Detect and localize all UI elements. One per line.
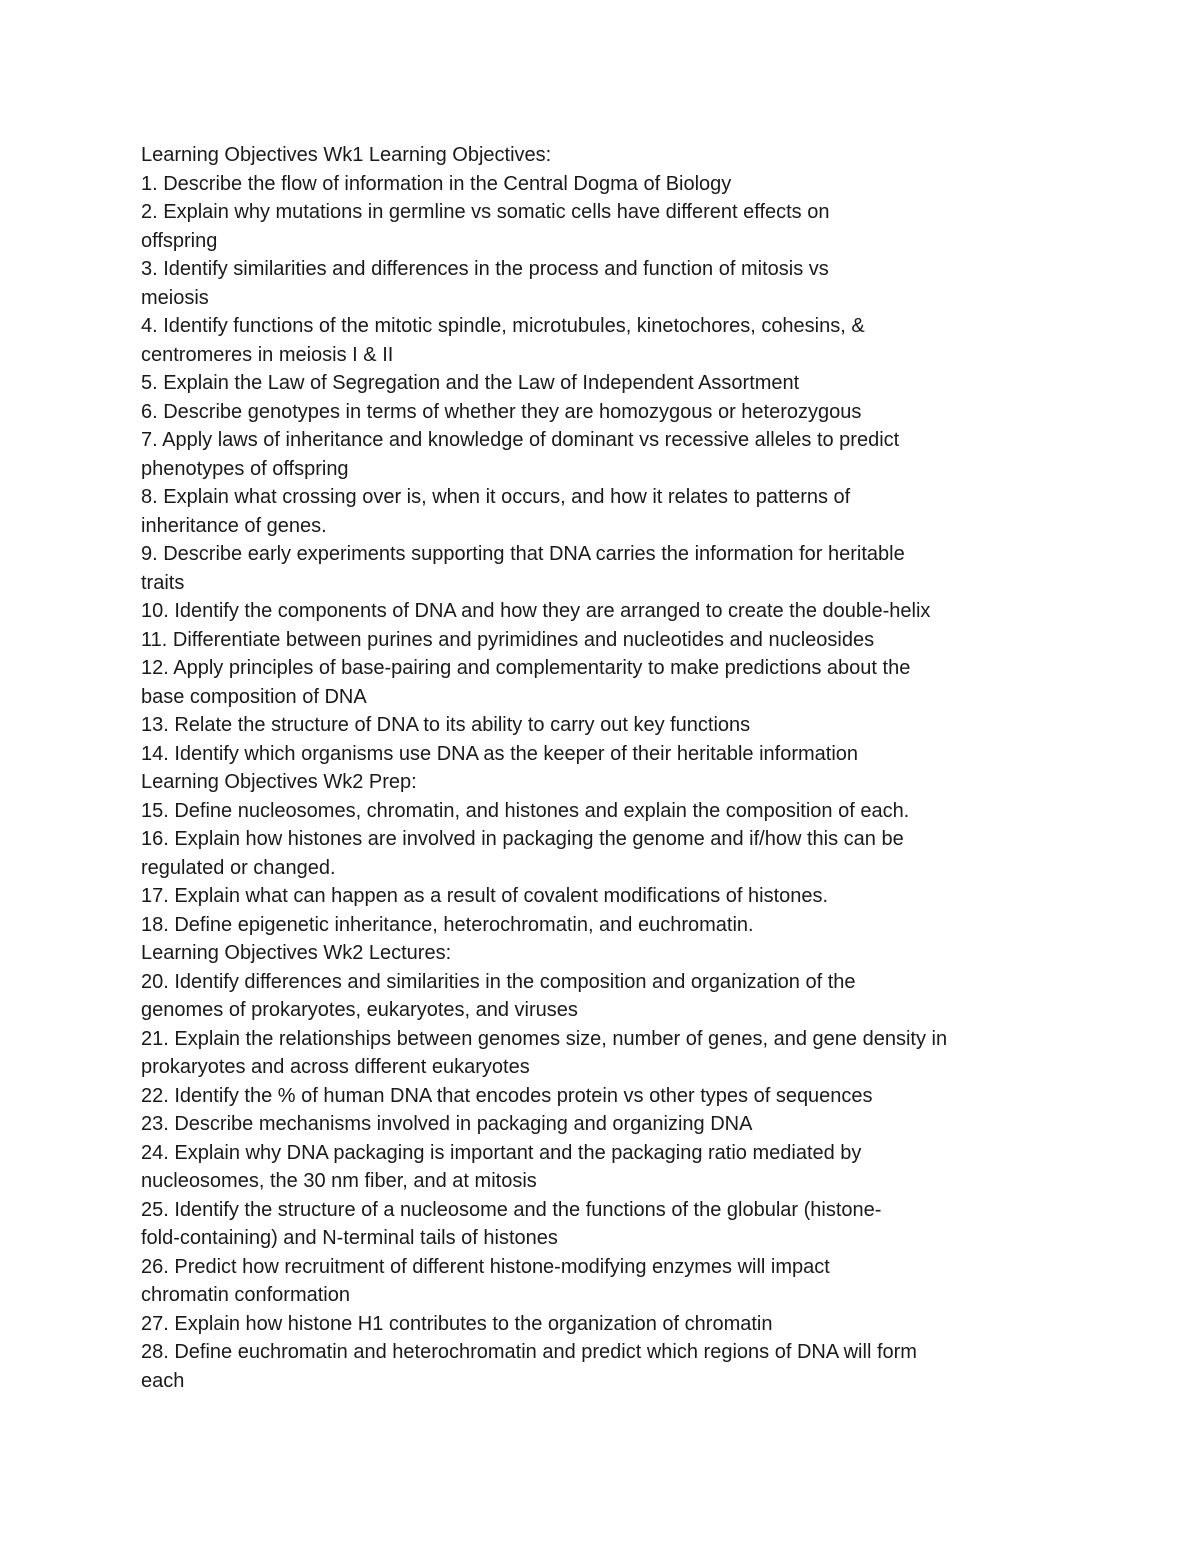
objective-line: base composition of DNA — [141, 685, 367, 708]
objective-line: 27. Explain how histone H1 contributes to the organization of chromatin — [141, 1312, 773, 1335]
objective-line: 21. Explain the relationships between genomes size, number of genes, and gene density in — [141, 1027, 948, 1050]
objective-line: 13. Relate the structure of DNA to its ability to carry out key functions — [141, 714, 751, 736]
section-heading-wk2-prep: Learning Objectives Wk2 Prep: — [141, 771, 417, 793]
objective-line: 25. Identify the structure of a nucleosome and the functions of the globular (histone- — [141, 1198, 882, 1221]
objective-line: traits — [141, 571, 185, 594]
objective-line: regulated or changed. — [141, 856, 336, 879]
objective-line: fold-containing) and N-terminal tails of histones — [141, 1227, 558, 1249]
objective-line: 18. Define epigenetic inheritance, heterochromatin, and euchromatin. — [141, 913, 754, 936]
objective-line: 17. Explain what can happen as a result of covalent modifications of histones. — [141, 885, 829, 907]
objective-line: 1. Describe the flow of information in the Central Dogma of Biology — [141, 172, 732, 195]
objective-line: offspring — [141, 229, 218, 252]
objective-line: inheritance of genes. — [141, 514, 327, 537]
objective-line: 16. Explain how histones are involved in packaging the genome and if/how this can be — [141, 828, 904, 850]
objective-line: 28. Define euchromatin and heterochromatin and predict which regions of DNA will form — [141, 1341, 917, 1363]
objective-line: 15. Define nucleosomes, chromatin, and histones and explain the composition of each. — [141, 799, 910, 822]
objective-line: 11. Differentiate between purines and pyrimidines and nucleotides and nucleosides — [141, 628, 875, 651]
objective-line: 3. Identify similarities and differences in the process and function of mitosis vs — [141, 258, 829, 280]
objective-line: 7. Apply laws of inheritance and knowledge of dominant vs recessive alleles to predict — [141, 429, 900, 451]
section-heading-wk2-lectures: Learning Objectives Wk2 Lectures: — [141, 942, 452, 964]
objective-line: 26. Predict how recruitment of different histone-modifying enzymes will impact — [141, 1255, 830, 1278]
objective-line: genomes of prokaryotes, eukaryotes, and viruses — [141, 999, 578, 1021]
objective-line: 5. Explain the Law of Segregation and the Law of Independent Assortment — [141, 372, 800, 394]
document-body — [141, 141, 1041, 1395]
objective-line: 10. Identify the components of DNA and how they are arranged to create the double-helix — [141, 600, 931, 622]
objective-line: 4. Identify functions of the mitotic spindle, microtubules, kinetochores, cohesins, & — [141, 315, 865, 337]
objective-line: 20. Identify differences and similarities in the composition and organization of the — [141, 970, 856, 993]
section-heading-wk1: Learning Objectives Wk1 Learning Objectives: — [141, 144, 552, 166]
objective-line: each — [141, 1369, 185, 1392]
objective-line: 8. Explain what crossing over is, when it occurs, and how it relates to patterns of — [141, 486, 851, 508]
objective-line: nucleosomes, the 30 nm fiber, and at mitosis — [141, 1170, 537, 1192]
objective-line: meiosis — [141, 286, 209, 309]
objective-line: 14. Identify which organisms use DNA as the keeper of their heritable information — [141, 742, 859, 765]
objective-line: 24. Explain why DNA packaging is important and the packaging ratio mediated by — [141, 1141, 862, 1164]
objective-line: 6. Describe genotypes in terms of whether they are homozygous or heterozygous — [141, 400, 862, 423]
objective-line: centromeres in meiosis I & II — [141, 343, 394, 366]
objective-line: 23. Describe mechanisms involved in packaging and organizing DNA — [141, 1113, 753, 1135]
objective-line: prokaryotes and across different eukaryotes — [141, 1056, 530, 1078]
objective-line: 9. Describe early experiments supporting that DNA carries the information for heritable — [141, 543, 905, 565]
objective-line: 22. Identify the % of human DNA that encodes protein vs other types of sequences — [141, 1084, 873, 1107]
objective-line: phenotypes of offspring — [141, 457, 349, 480]
objective-line: 2. Explain why mutations in germline vs somatic cells have different effects on — [141, 201, 830, 223]
objective-line: 12. Apply principles of base-pairing and complementarity to make predictions about the — [141, 657, 911, 679]
objective-line: chromatin conformation — [141, 1284, 350, 1306]
